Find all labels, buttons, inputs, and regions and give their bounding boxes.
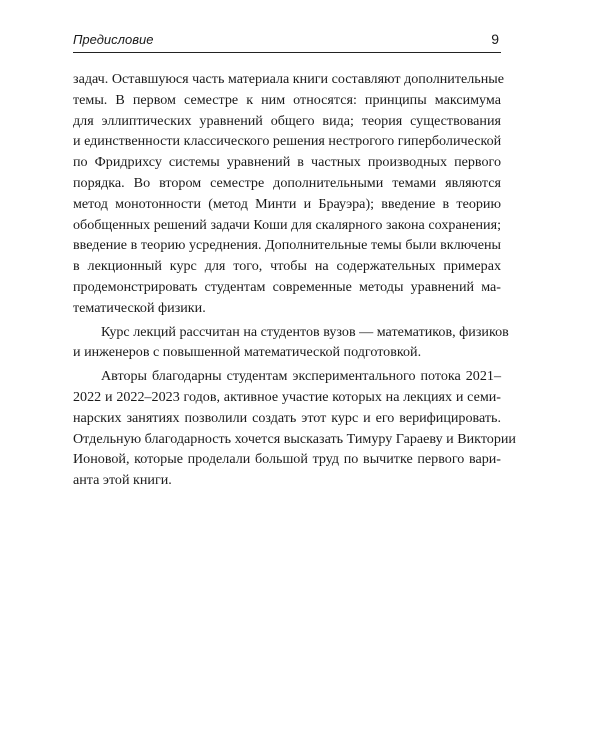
text-line: метод монотонности (метод Минти и Брауэра); введение в теорию <box>73 195 501 212</box>
text-line: введение в теорию усреднения. Дополнительные темы были включены <box>73 237 501 254</box>
chapter-title: Предисловие <box>73 32 154 47</box>
text-line: по Фридрихсу системы уравнений в частных производных первого <box>73 154 501 171</box>
text-line: порядка. Во втором семестре дополнительными темами являются <box>73 174 501 191</box>
paragraph-audience <box>73 322 509 364</box>
text-line: Ионовой, которые проделали большой труд по вычитке первого вари- <box>73 451 501 468</box>
text-line: темы. В первом семестре к ним относятся: принципы максимума <box>73 91 501 108</box>
text-line: тематической физики. <box>73 299 206 316</box>
text-line: 2022 и 2022–2023 годов, активное участие которых на лекциях и семи- <box>73 388 501 405</box>
text-line: Авторы благодарны студентам экспериментального потока 2021– <box>101 368 501 385</box>
text-line: и единственности классического решения нестрогого гиперболической <box>73 133 502 150</box>
text-line: и инженеров с повышенной математической подготовкой. <box>73 344 422 361</box>
text-line: анта этой книги. <box>73 472 172 489</box>
text-line: Курс лекций рассчитан на студентов вузов — математиков, физиков <box>101 323 509 340</box>
page-body <box>73 69 516 491</box>
text-line: в лекционный курс для того, чтобы на содержательных примерах <box>73 258 501 275</box>
paragraph-continued <box>73 69 504 319</box>
text-line: продемонстрировать студентам современные методы уравнений ма- <box>73 278 501 295</box>
paragraph-acknowledgements <box>73 366 516 491</box>
text-line: нарских занятиях позволили создать этот курс и его верифицировать. <box>73 409 501 426</box>
text-line: Отдельную благодарность хочется высказать Тимуру Гараеву и Виктории <box>73 430 516 447</box>
text-line: задач. Оставшуюся часть материала книги составляют дополнительные <box>73 71 504 87</box>
running-header <box>73 30 501 53</box>
text-line: для эллиптических уравнений общего вида; теория существования <box>73 112 501 129</box>
text-line: обобщенных решений задачи Коши для скалярного закона сохранения; <box>73 216 501 233</box>
page-number: 9 <box>491 31 499 47</box>
